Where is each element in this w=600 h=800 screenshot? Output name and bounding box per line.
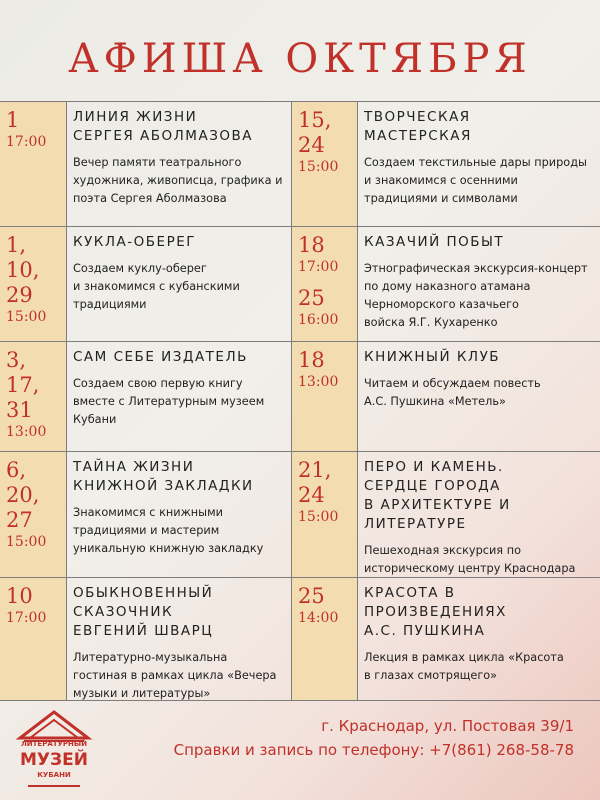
event-description-line: Этнографическая экскурсия-концерт	[364, 262, 588, 275]
event-time: 13:00	[298, 374, 339, 390]
event-description	[73, 260, 285, 314]
event-name-line: КНИЖНОЙ ЗАКЛАДКИ	[73, 478, 254, 494]
event-description-line: и знакомимся с кубанскими	[73, 280, 240, 293]
event-info-cell	[358, 102, 600, 227]
event-name-line: КРАСОТА В	[364, 585, 456, 601]
event-description-line: Вечер памяти театрального	[73, 156, 242, 169]
event-description-line: уникальную книжную закладку	[73, 542, 264, 555]
event-info-cell	[358, 452, 600, 578]
event-date: 25	[298, 584, 325, 608]
event-description	[364, 154, 594, 208]
event-description-line: традициями и мастерим	[73, 524, 220, 537]
event-date: 21,	[298, 458, 332, 482]
event-date: 1,	[6, 233, 27, 257]
event-time: 15:00	[6, 534, 47, 550]
phone-info: Справки и запись по телефону: +7(861) 268-58-78	[173, 741, 574, 759]
poster-title: АФИША ОКТЯБРЯ	[68, 36, 532, 82]
event-description-line: А.С. Пушкина «Метель»	[364, 395, 506, 408]
event-name	[364, 584, 594, 641]
event-name-line: ТАЙНА ЖИЗНИ	[73, 459, 195, 475]
event-description-line: Создаем свою первую книгу	[73, 377, 243, 390]
event-description-line: по дому наказного атамана	[364, 280, 531, 293]
event-name-line: КУКЛА-ОБЕРЕГ	[73, 234, 196, 250]
event-description-line: войска Я.Г. Кухаренко	[364, 316, 498, 329]
event-date: 6,	[6, 458, 27, 482]
event-date-cell	[0, 342, 67, 452]
event-date: 29	[6, 283, 33, 307]
event-name-line: ЕВГЕНИЙ ШВАРЦ	[73, 623, 214, 639]
event-name	[73, 458, 285, 496]
event-date-cell	[0, 578, 67, 700]
event-description	[73, 154, 285, 208]
event-description-line: и знакомимся с осенними	[364, 174, 518, 187]
event-description-line: в глазах смотрящего»	[364, 669, 498, 682]
event-date: 24	[298, 133, 325, 157]
event-description-line: Литературно-музыкальна	[73, 651, 228, 664]
event-name-line: КНИЖНЫЙ КЛУБ	[364, 349, 501, 365]
event-date: 31	[6, 398, 33, 422]
event-date: 18	[298, 348, 325, 372]
event-name-line: ПРОИЗВЕДЕНИЯХ	[364, 604, 507, 620]
event-info-cell	[358, 578, 600, 700]
event-description-line: историческому центру Краснодара	[364, 562, 576, 575]
event-name	[364, 108, 594, 146]
event-description	[364, 542, 594, 578]
event-name-line: СЕРГЕЯ АБОЛМАЗОВА	[73, 128, 253, 144]
event-info-cell	[67, 578, 292, 700]
date-spacer	[298, 276, 357, 286]
event-date: 25	[298, 286, 325, 310]
event-info-cell	[67, 227, 292, 342]
event-description	[73, 649, 285, 700]
event-date: 10	[6, 584, 33, 608]
event-name-line: ОБЫКНОВЕННЫЙ	[73, 585, 214, 601]
event-date: 15,	[298, 108, 332, 132]
event-description	[364, 375, 594, 411]
event-date: 3,	[6, 348, 27, 372]
event-name-line: В АРХИТЕКТУРЕ И ЛИТЕРАТУРЕ	[364, 497, 511, 532]
event-description-line: гостиная в рамках цикла «Вечера	[73, 669, 277, 682]
event-time: 17:00	[6, 610, 47, 626]
event-date-cell	[292, 342, 358, 452]
events-table	[0, 101, 600, 701]
logo-line1: ЛИТЕРАТУРНЫЙ	[20, 740, 88, 748]
event-description-line: художника, живописца, графика и	[73, 174, 283, 187]
event-time: 13:00	[6, 424, 47, 440]
event-date-cell	[292, 102, 358, 227]
event-name	[73, 348, 285, 367]
event-name	[364, 458, 594, 534]
logo-line3: КУБАНИ	[37, 771, 71, 779]
event-description-line: Пешеходная экскурсия по	[364, 544, 521, 557]
event-name-line: КАЗАЧИЙ ПОБЫТ	[364, 234, 505, 250]
event-date: 24	[298, 483, 325, 507]
event-description	[73, 375, 285, 429]
event-description	[364, 260, 594, 332]
event-name-line: СКАЗОЧНИК	[73, 604, 174, 620]
event-time: 14:00	[298, 610, 339, 626]
event-date: 1	[6, 108, 20, 132]
event-time: 15:00	[298, 159, 339, 175]
event-name-line: СЕРДЦЕ ГОРОДА	[364, 478, 501, 494]
event-info-cell	[67, 102, 292, 227]
event-description-line: поэта Сергея Аболмазова	[73, 192, 227, 205]
event-description-line: Читаем и обсуждаем повесть	[364, 377, 541, 390]
event-time: 16:00	[298, 312, 339, 328]
event-time: 17:00	[298, 259, 339, 275]
event-description-line: традициями и символами	[364, 192, 518, 205]
event-name	[364, 233, 594, 252]
event-description-line: традициями	[73, 298, 147, 311]
event-info-cell	[358, 342, 600, 452]
event-description-line: Кубани	[73, 413, 117, 426]
logo-line2: МУЗЕЙ	[20, 750, 88, 770]
event-date-cell	[0, 102, 67, 227]
event-description-line: Создаем текстильные дары природы	[364, 156, 587, 169]
event-info-cell	[358, 227, 600, 342]
event-description-line: Черноморского казачьего	[364, 298, 519, 311]
event-description	[73, 504, 285, 558]
event-date: 18	[298, 233, 325, 257]
event-date-cell	[0, 452, 67, 578]
event-time: 17:00	[6, 134, 47, 150]
event-info-cell	[67, 342, 292, 452]
event-name-line: МАСТЕРСКАЯ	[364, 128, 472, 144]
address: г. Краснодар, ул. Постовая 39/1	[321, 717, 574, 735]
event-description-line: Лекция в рамках цикла «Красота	[364, 651, 564, 664]
event-date-cell	[292, 578, 358, 700]
event-description-line: вместе с Литературным музеем	[73, 395, 265, 408]
event-name-line: ЛИНИЯ ЖИЗНИ	[73, 109, 198, 125]
event-time: 15:00	[6, 309, 47, 325]
event-date-cell	[292, 227, 358, 342]
event-date-cell	[292, 452, 358, 578]
event-name	[73, 108, 285, 146]
event-date: 17,	[6, 373, 40, 397]
event-date: 10,	[6, 258, 40, 282]
event-info-cell	[67, 452, 292, 578]
event-date-cell	[0, 227, 67, 342]
event-name-line: А.С. ПУШКИНА	[364, 623, 486, 639]
event-date: 20,	[6, 483, 40, 507]
event-date: 27	[6, 508, 33, 532]
event-description-line: музыки и литературы»	[73, 687, 211, 700]
event-description-line: Создаем куклу-оберег	[73, 262, 207, 275]
event-name	[73, 584, 285, 641]
event-name	[364, 348, 594, 367]
event-name-line: ПЕРО И КАМЕНЬ.	[364, 459, 504, 475]
event-name-line: САМ СЕБЕ ИЗДАТЕЛЬ	[73, 349, 248, 365]
event-name-line: ТВОРЧЕСКАЯ	[364, 109, 471, 125]
event-name	[73, 233, 285, 252]
event-time: 15:00	[298, 509, 339, 525]
event-description	[364, 649, 594, 685]
event-description-line: Знакомимся с книжными	[73, 506, 223, 519]
